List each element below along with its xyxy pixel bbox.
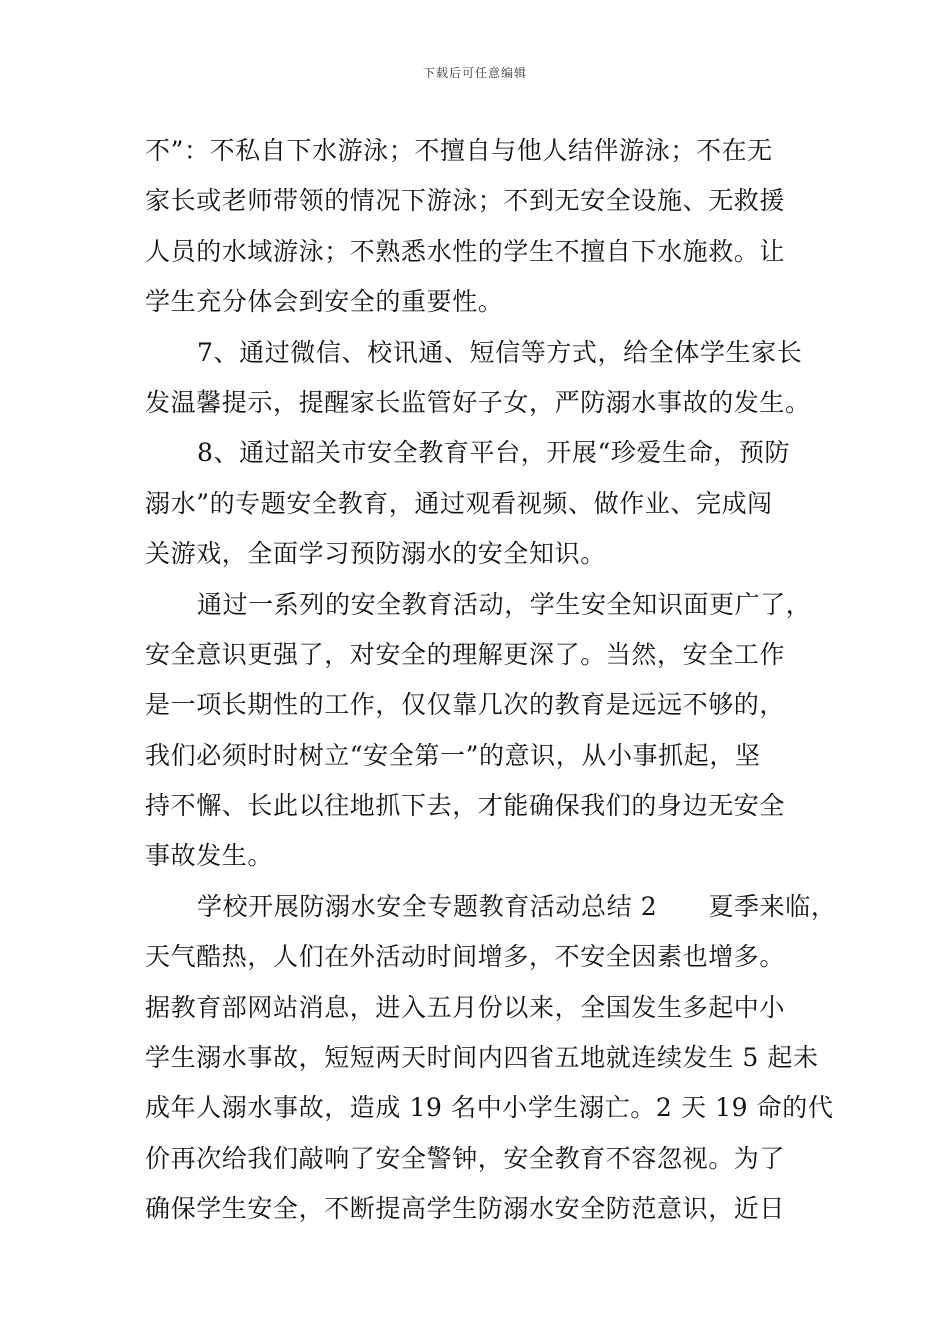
text-line-5: 7、通过微信、校讯通、短信等方式，给全体学生家长: [197, 337, 803, 367]
text-line-10: 通过一系列的安全教育活动，学生安全知识面更广了，: [197, 589, 812, 619]
text-line-3: 人员的水域游泳；不熟悉水性的学生不擅自下水施救。让: [145, 236, 786, 266]
text-line-6: 发温馨提示，提醒家长监管好子女，严防溺水事故的发生。: [145, 387, 811, 417]
text-line-16: 学校开展防溺水安全专题教育活动总结 2 夏季来临，: [197, 891, 837, 921]
text-line-15: 事故发生。: [145, 841, 274, 871]
text-line-21: 价再次给我们敲响了安全警钟，安全教育不容忽视。为了: [145, 1143, 786, 1173]
text-line-20: 成年人溺水事故，造成 19 名中小学生溺亡。2 天 19 命的代: [145, 1093, 834, 1123]
text-line-7: 8、通过韶关市安全教育平台，开展“珍爱生命，预防: [197, 438, 791, 468]
text-line-13: 我们必须时时树立“安全第一”的意识，从小事抓起，坚: [145, 740, 761, 770]
text-line-11: 安全意识更强了，对安全的理解更深了。当然，安全工作: [145, 639, 786, 669]
text-line-8: 溺水”的专题安全教育，通过观看视频、做作业、完成闯: [145, 488, 773, 518]
page-header: 下载后可任意编辑: [422, 66, 527, 80]
text-line-19: 学生溺水事故，短短两天时间内四省五地就连续发生 5 起未: [145, 1043, 819, 1073]
text-line-12: 是一项长期性的工作，仅仅靠几次的教育是远远不够的，: [145, 690, 786, 720]
text-line-14: 持不懈、长此以往地抓下去，才能确保我们的身边无安全: [145, 791, 786, 821]
text-line-18: 据教育部网站消息，进入五月份以来，全国发生多起中小: [145, 992, 786, 1022]
text-line-9: 关游戏，全面学习预防溺水的安全知识。: [145, 539, 606, 569]
text-line-4: 学生充分体会到安全的重要性。: [145, 287, 504, 317]
text-line-17: 天气酷热，人们在外活动时间增多，不安全因素也增多。: [145, 942, 786, 972]
document-body: [145, 126, 837, 1235]
text-line-1: 不”：不私自下水游泳；不擅自与他人结伴游泳；不在无: [145, 136, 773, 165]
text-line-2: 家长或老师带领的情况下游泳；不到无安全设施、无救援: [145, 186, 786, 216]
text-line-22: 确保学生安全，不断提高学生防溺水安全防范意识，近日: [145, 1194, 786, 1224]
